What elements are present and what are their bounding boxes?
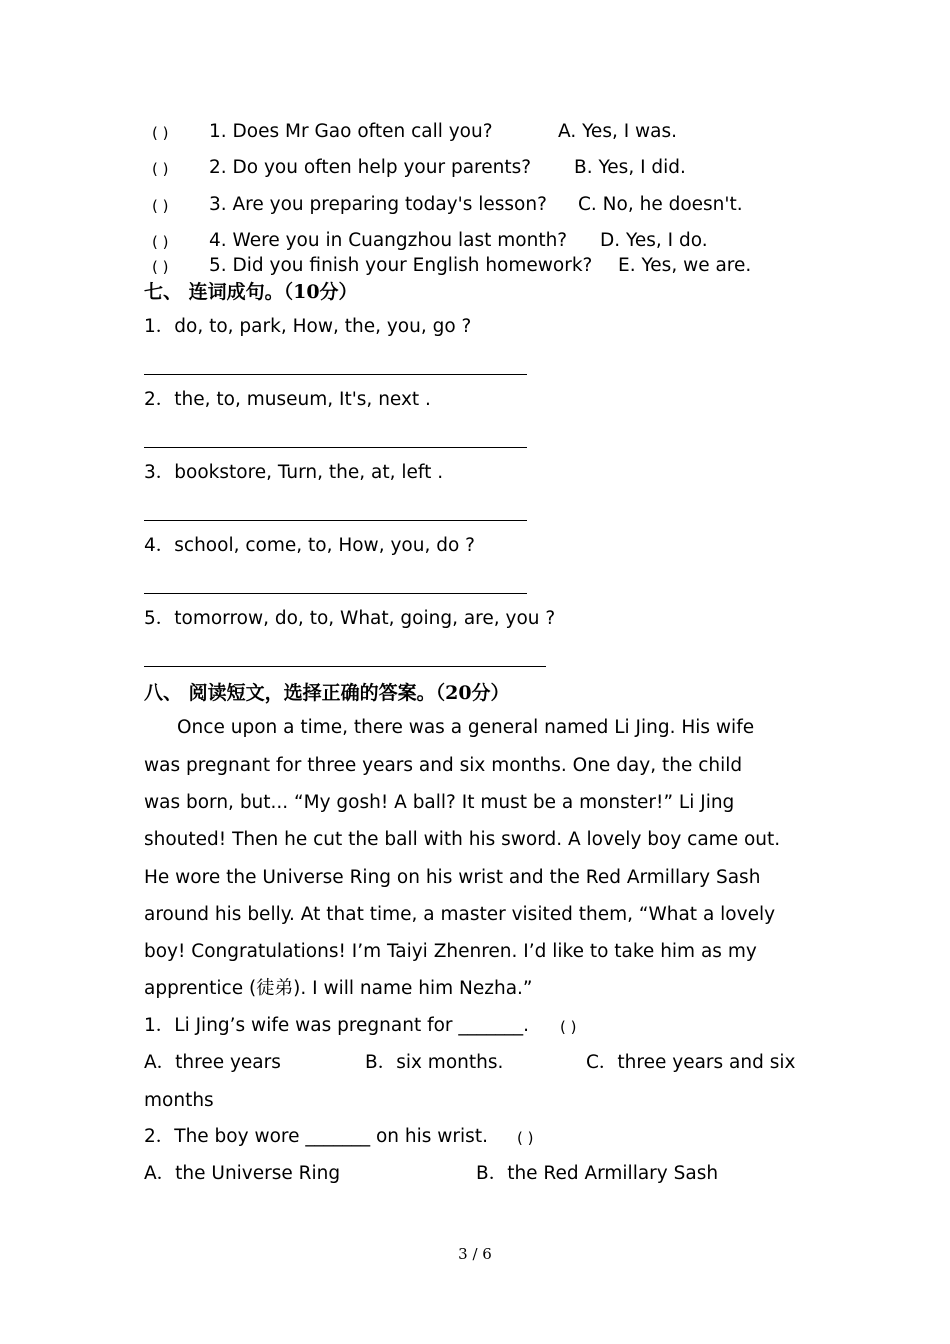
answer-paren[interactable]: ( ) (560, 1018, 577, 1036)
passage-line: He wore the Universe Ring on his wrist and the Red Armillary Sash (144, 867, 761, 888)
match-answer: E. Yes, we are. (618, 255, 752, 276)
passage-line: boy! Congratulations! I’m Taiyi Zhenren. I’d like to take him as my (144, 941, 757, 962)
match-question: 4. Were you in Cuangzhou last month? (209, 230, 568, 251)
answer-paren[interactable]: ( ) (152, 258, 169, 276)
sentence-item: 4．school, come, to, How, you, do ? (144, 535, 475, 556)
sentence-item: 1．do, to, park, How, the, you, go ? (144, 316, 472, 337)
answer-paren[interactable]: ( ) (152, 197, 169, 215)
match-question: 5. Did you finish your English homework? (209, 255, 593, 276)
option-b: B．six months. (365, 1052, 504, 1073)
match-answer: A. Yes, I was. (558, 121, 678, 142)
option-c-continued: months (144, 1090, 214, 1111)
answer-line[interactable] (144, 374, 527, 375)
match-question: 3. Are you preparing today's lesson? (209, 194, 547, 215)
match-question: 1. Does Mr Gao often call you? (209, 121, 493, 142)
option-a: A．the Universe Ring (144, 1163, 341, 1184)
passage-line: Once upon a time, there was a general named Li Jing. His wife (177, 717, 755, 738)
answer-line[interactable] (144, 666, 546, 667)
option-a: A．three years (144, 1052, 281, 1073)
match-answer: D. Yes, I do. (600, 230, 708, 251)
answer-line[interactable] (144, 447, 527, 448)
answer-line[interactable] (144, 593, 527, 594)
passage-line: was born, but... “My gosh! A ball? It must be a monster!” Li Jing (144, 792, 735, 813)
section-7-heading: 七、 连词成句。（10分） (144, 281, 358, 303)
page-number: 3 / 6 (458, 1245, 492, 1263)
sentence-item: 2．the, to, museum, It's, next . (144, 389, 431, 410)
answer-line[interactable] (144, 520, 527, 521)
match-answer: C. No, he doesn't. (578, 194, 743, 215)
section-8-heading: 八、 阅读短文，选择正确的答案。（20分） (144, 682, 510, 704)
passage-line: apprentice (徒弟). I will name him Nezha.” (144, 978, 533, 999)
question-2: 2．The boy wore _______ on his wrist. (144, 1126, 488, 1147)
option-c: C．three years and six (586, 1052, 796, 1073)
match-answer: B. Yes, I did. (574, 157, 686, 178)
sentence-item: 3．bookstore, Turn, the, at, left . (144, 462, 444, 483)
question-1: 1．Li Jing’s wife was pregnant for _______. (144, 1015, 530, 1036)
passage-line: was pregnant for three years and six months. One day, the child (144, 755, 743, 776)
answer-paren[interactable]: ( ) (152, 160, 169, 178)
answer-paren[interactable]: ( ) (517, 1129, 534, 1147)
passage-line: shouted! Then he cut the ball with his sword. A lovely boy came out. (144, 829, 781, 850)
sentence-item: 5．tomorrow, do, to, What, going, are, you ? (144, 608, 556, 629)
answer-paren[interactable]: ( ) (152, 233, 169, 251)
option-b: B．the Red Armillary Sash (476, 1163, 719, 1184)
match-question: 2. Do you often help your parents? (209, 157, 532, 178)
answer-paren[interactable]: ( ) (152, 124, 169, 142)
passage-line: around his belly. At that time, a master visited them, “What a lovely (144, 904, 776, 925)
